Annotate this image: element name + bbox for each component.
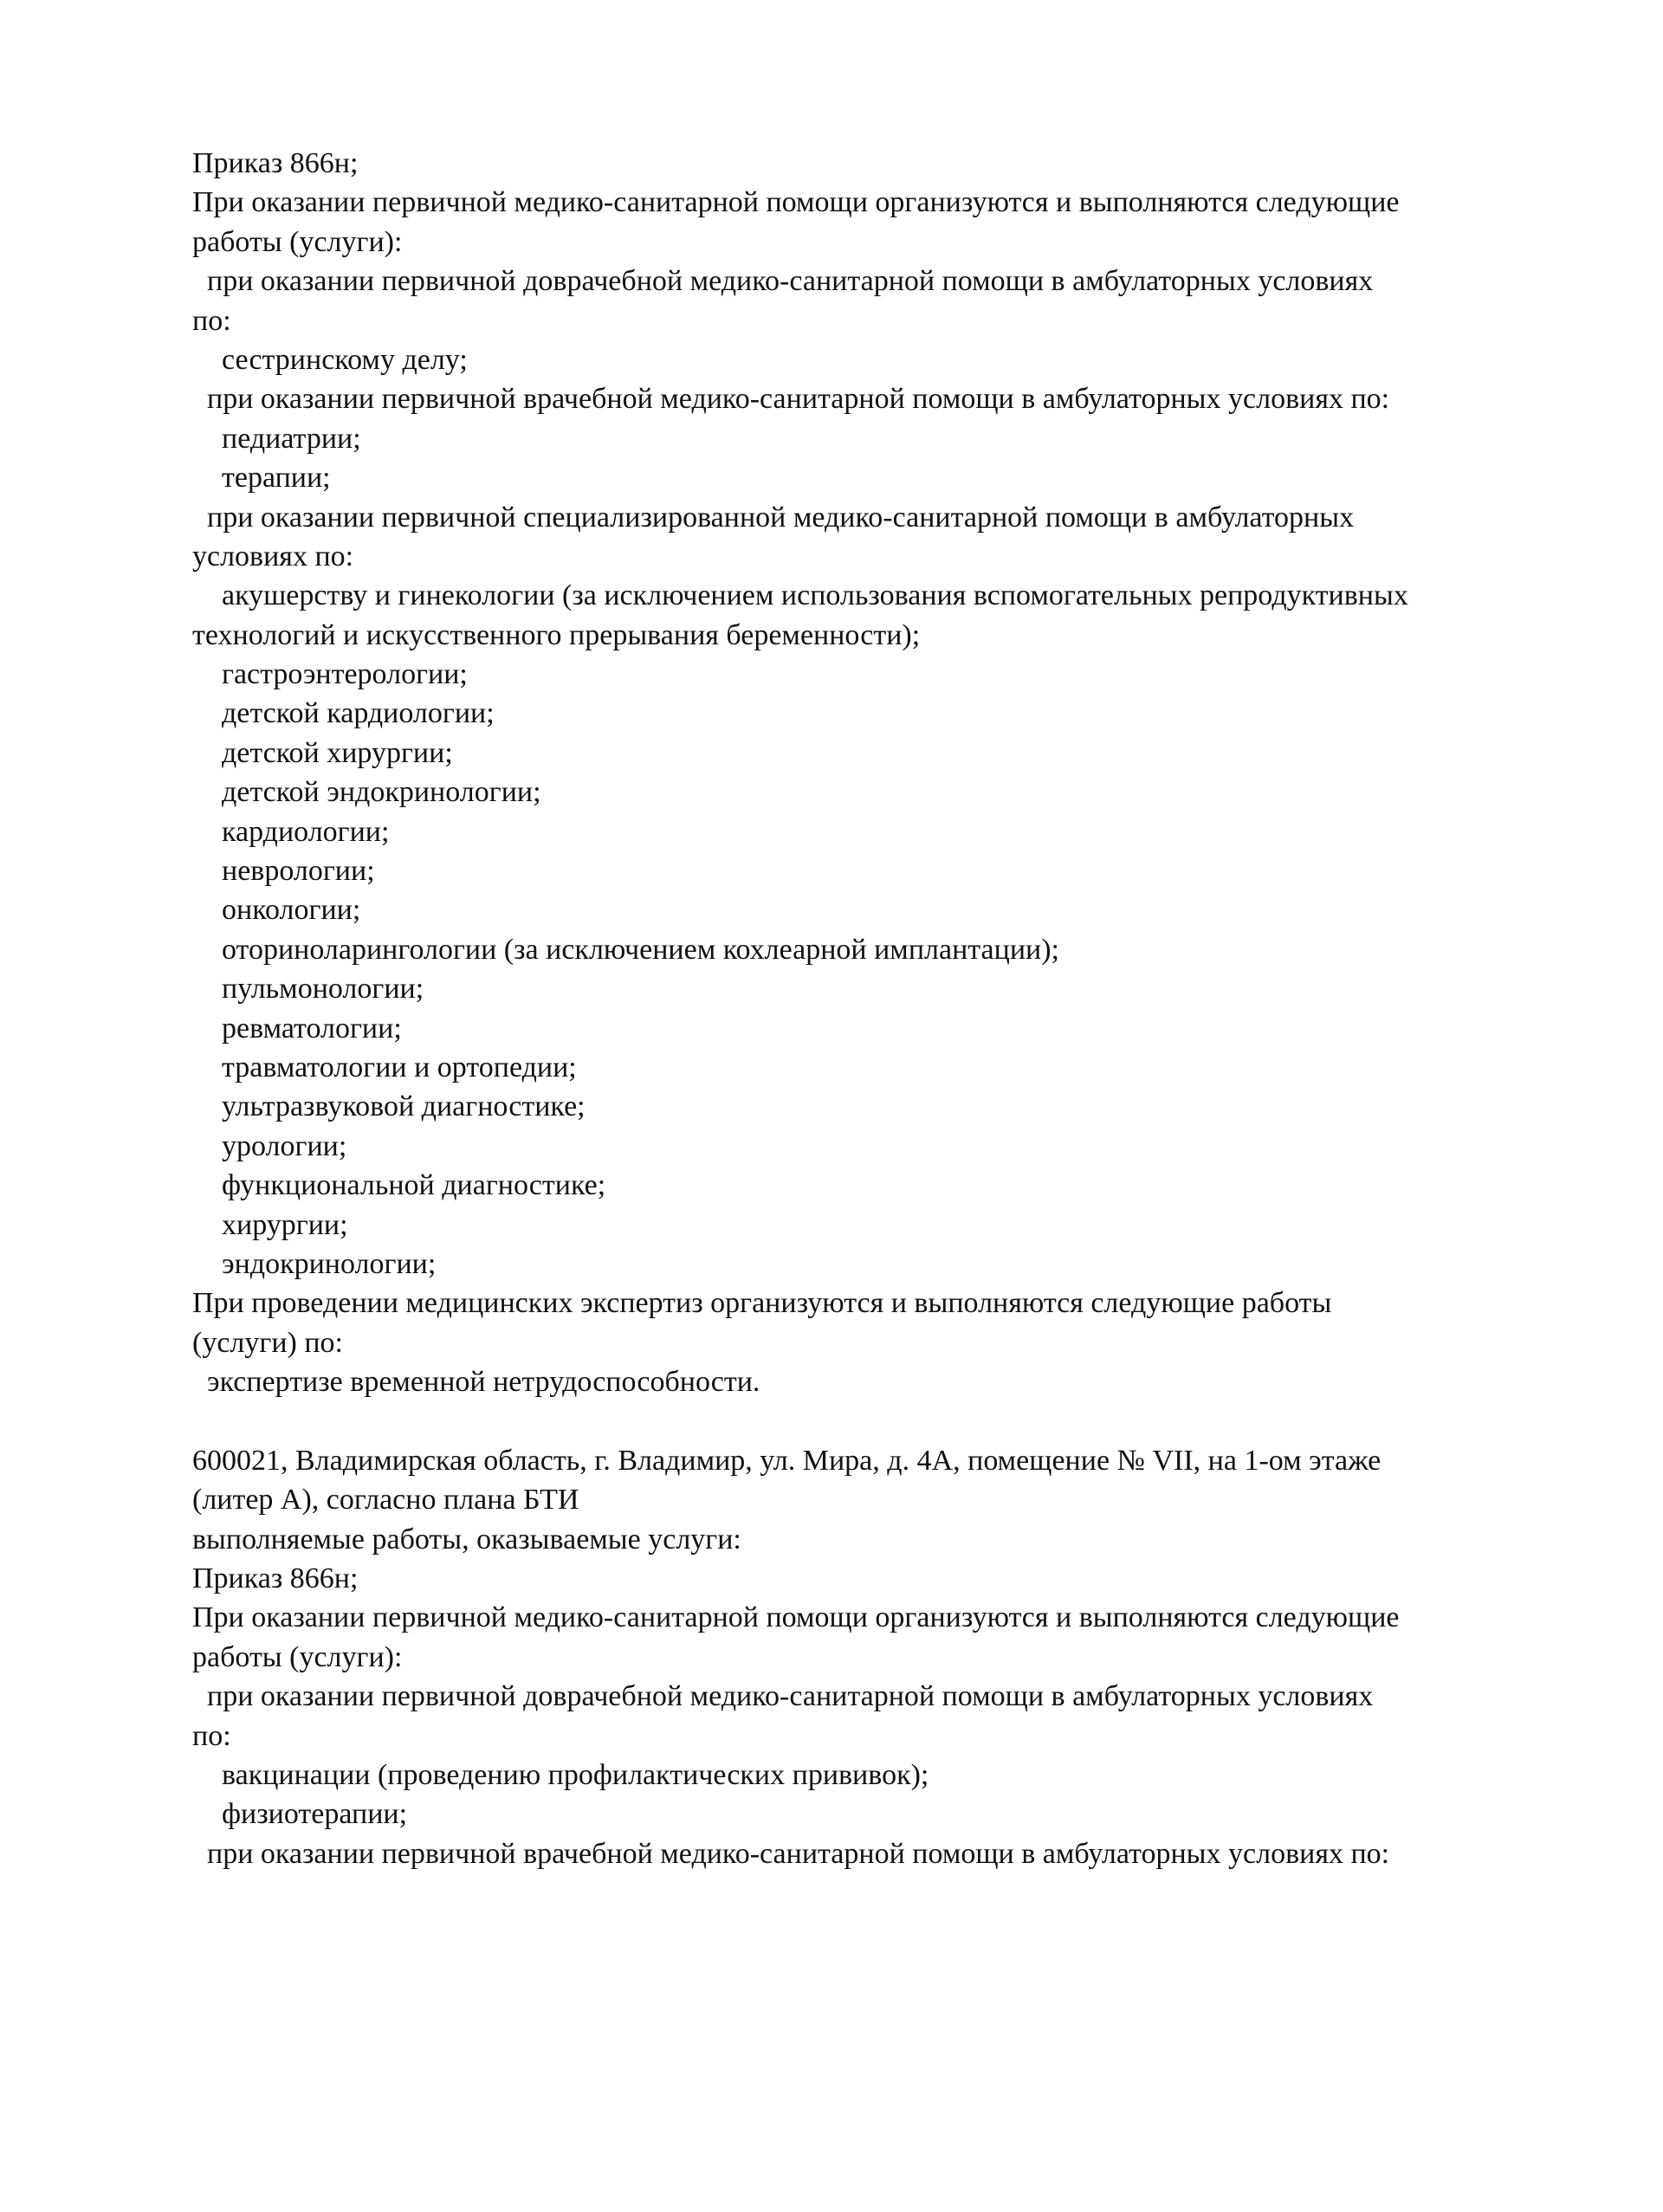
document-line: по: bbox=[192, 1719, 231, 1752]
document-line: эндокринологии; bbox=[192, 1247, 437, 1280]
document-line: урологии; bbox=[192, 1129, 347, 1162]
document-line: при оказании первичной доврачебной медико-санитарной помощи в амбулаторных условиях bbox=[192, 265, 1374, 298]
license-section-2 bbox=[192, 1441, 1561, 1873]
document-line: кардиологии; bbox=[192, 815, 390, 848]
document-line: 600021, Владимирская область, г. Владимир, ул. Мира, д. 4А, помещение № VII, на 1-ом этаже bbox=[192, 1444, 1382, 1477]
document-line: терапии; bbox=[192, 462, 331, 495]
document-line: При оказании первичной медико-санитарной помощи организуются и выполняются следующие bbox=[192, 1601, 1400, 1634]
document-line: детской кардиологии; bbox=[192, 697, 495, 730]
document-line: детской хирургии; bbox=[192, 736, 453, 769]
document-line: онкологии; bbox=[192, 894, 361, 927]
document-line: экспертизе временной нетрудоспособности. bbox=[192, 1366, 760, 1399]
document-line: ревматологии; bbox=[192, 1012, 402, 1045]
document-line: технологий и искусственного прерывания беременности); bbox=[192, 618, 921, 651]
document-line: травматологии и ортопедии; bbox=[192, 1051, 577, 1083]
document-line: (услуги) по: bbox=[192, 1326, 343, 1359]
document-line: вакцинации (проведению профилактических прививок); bbox=[192, 1759, 929, 1792]
document-line: ультразвуковой диагностике; bbox=[192, 1090, 586, 1123]
document-line: детской эндокринологии; bbox=[192, 776, 541, 809]
document-line: (литер А), согласно плана БТИ bbox=[192, 1484, 579, 1517]
paragraph-gap bbox=[192, 1402, 1561, 1441]
document-line: при оказании первичной врачебной медико-санитарной помощи в амбулаторных условиях по: bbox=[192, 383, 1390, 416]
document-line: Приказ 866н; bbox=[192, 147, 359, 179]
document-line: функциональной диагностике; bbox=[192, 1169, 606, 1202]
document-line: акушерству и гинекологии (за исключением использования вспомогательных репродуктивных bbox=[192, 579, 1408, 612]
document-line: оториноларингологии (за исключением кохлеарной имплантации); bbox=[192, 933, 1059, 966]
document-line: сестринскому делу; bbox=[192, 343, 468, 376]
license-section-1 bbox=[192, 144, 1561, 1402]
document-line: При оказании первичной медико-санитарной помощи организуются и выполняются следующие bbox=[192, 186, 1400, 219]
document-line: работы (услуги): bbox=[192, 225, 403, 258]
document-line: При проведении медицинских экспертиз организуются и выполняются следующие работы bbox=[192, 1287, 1332, 1320]
document-line: пульмонологии; bbox=[192, 973, 424, 1006]
document-line: работы (услуги): bbox=[192, 1640, 403, 1673]
document-line: педиатрии; bbox=[192, 422, 361, 455]
document-line: Приказ 866н; bbox=[192, 1562, 359, 1595]
document-body bbox=[192, 144, 1561, 1873]
document-line: по: bbox=[192, 304, 231, 337]
document-line: гастроэнтерологии; bbox=[192, 658, 468, 691]
document-line: при оказании первичной специализированной медико-санитарной помощи в амбулаторных bbox=[192, 501, 1355, 534]
document-line: при оказании первичной доврачебной медико-санитарной помощи в амбулаторных условиях bbox=[192, 1680, 1374, 1713]
document-line: выполняемые работы, оказываемые услуги: bbox=[192, 1523, 741, 1556]
document-line: неврологии; bbox=[192, 855, 375, 888]
document-line: хирургии; bbox=[192, 1208, 348, 1241]
document-line: условиях по: bbox=[192, 540, 354, 572]
document-line: при оказании первичной врачебной медико-санитарной помощи в амбулаторных условиях по: bbox=[192, 1837, 1390, 1870]
document-line: физиотерапии; bbox=[192, 1798, 408, 1831]
